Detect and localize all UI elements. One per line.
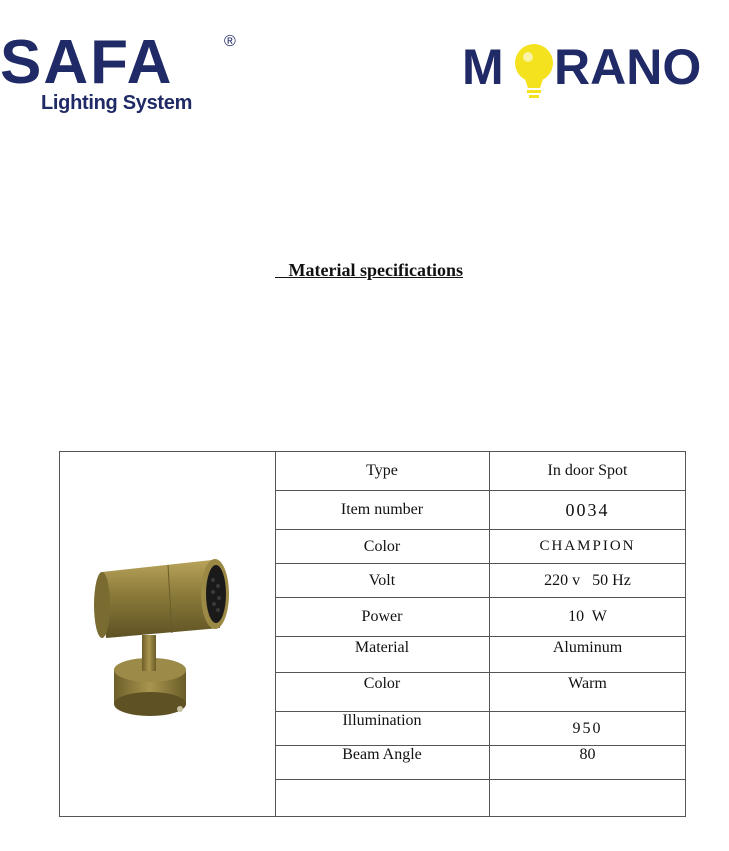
svg-text:RANO: RANO [554, 39, 702, 95]
spec-row [275, 564, 685, 598]
spotlight-product-image [60, 452, 275, 816]
spec-label: Illumination [275, 712, 490, 745]
spec-value [490, 780, 685, 816]
spec-label: Beam Angle [275, 746, 490, 779]
spec-row [275, 746, 685, 780]
spec-value: 0034 [565, 499, 610, 520]
spec-label: Material [275, 637, 490, 674]
spec-label: Color [275, 673, 490, 713]
spec-row [275, 452, 685, 491]
spec-row [275, 673, 685, 712]
spec-row [275, 530, 685, 564]
spec-value: 80 [579, 746, 596, 763]
spec-label [275, 780, 490, 816]
spec-value: Aluminum [552, 639, 623, 656]
spec-row [275, 637, 685, 673]
spec-row [275, 780, 685, 816]
spec-table [59, 451, 686, 817]
spec-label: Power [275, 598, 490, 636]
spec-value: CHAMPION [539, 538, 636, 554]
spec-label: Item number [275, 491, 490, 529]
svg-text:M: M [462, 39, 504, 95]
spec-label: Color [275, 530, 490, 563]
safa-logo [0, 30, 250, 120]
lightbulb-icon [515, 44, 553, 98]
spec-label: Type [275, 452, 490, 490]
spec-value: Warm [568, 675, 607, 692]
safa-tagline: Lighting System [41, 92, 193, 114]
safa-logo-text: SAFA [0, 30, 174, 90]
registered-mark: ® [224, 33, 236, 50]
spec-row [275, 712, 685, 746]
spec-value: 950 [572, 719, 603, 737]
spec-value: In door Spot [547, 462, 628, 479]
spec-label: Volt [275, 564, 490, 597]
morano-logo [462, 36, 727, 102]
product-photo-cell [60, 452, 276, 816]
spec-value: 10 W [568, 608, 607, 625]
spec-value: 220 v 50 Hz [544, 571, 631, 589]
spec-row [275, 491, 685, 530]
page-title: Material specifications [275, 260, 463, 280]
spec-row [275, 598, 685, 637]
